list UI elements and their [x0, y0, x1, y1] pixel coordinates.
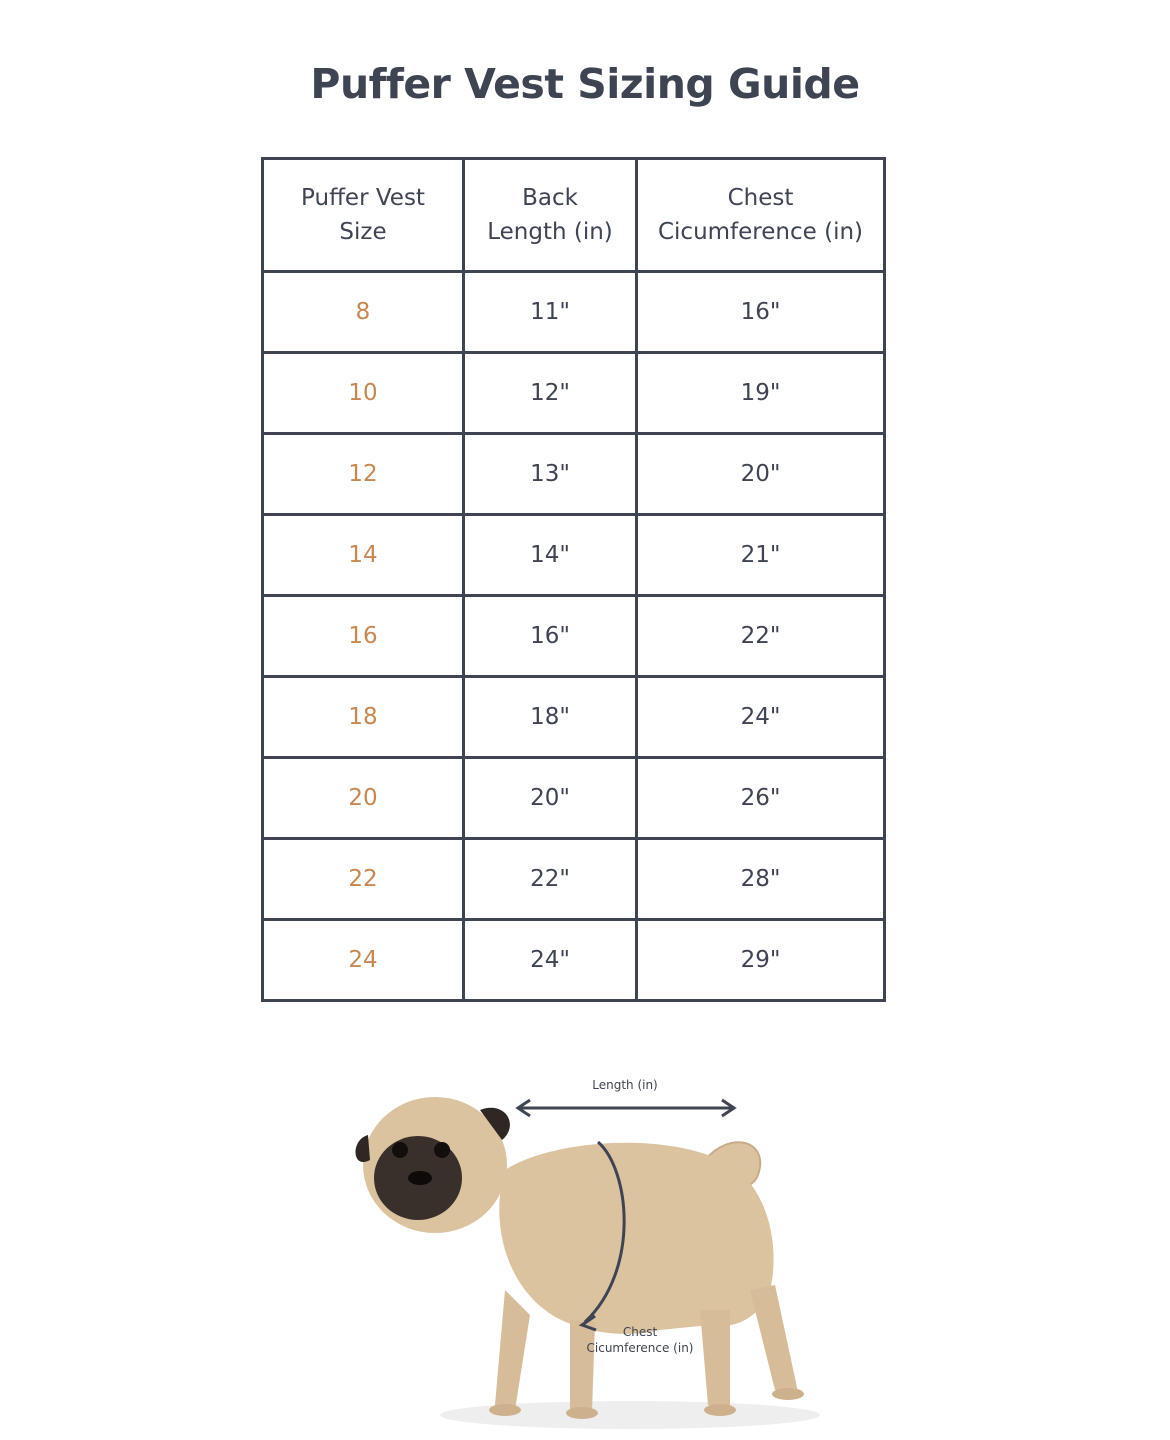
back-length-cell: 18" [464, 677, 637, 758]
size-cell: 8 [263, 272, 464, 353]
back-length-cell: 13" [464, 434, 637, 515]
chest-cell: 29" [637, 920, 885, 1001]
table-row [263, 272, 885, 353]
back-length-cell: 20" [464, 758, 637, 839]
chest-cell: 16" [637, 272, 885, 353]
header-size-line2: Size [339, 219, 387, 245]
chest-label-line1: Chest [622, 1325, 658, 1339]
chest-cell: 21" [637, 515, 885, 596]
size-cell: 18 [263, 677, 464, 758]
size-cell: 20 [263, 758, 464, 839]
back-length-cell: 11" [464, 272, 637, 353]
chest-cell: 26" [637, 758, 885, 839]
sizing-table [261, 157, 886, 1002]
header-chest-line1: Chest [727, 185, 794, 211]
size-cell: 12 [263, 434, 464, 515]
header-chest-line2: Cicumference (in) [657, 219, 864, 245]
size-cell: 22 [263, 839, 464, 920]
chest-cell: 22" [637, 596, 885, 677]
header-size-line1: Puffer Vest [301, 185, 425, 211]
header-chest [637, 159, 885, 272]
table-row [263, 353, 885, 434]
page-title: Puffer Vest Sizing Guide [310, 60, 860, 108]
back-length-cell: 24" [464, 920, 637, 1001]
chest-label [570, 1324, 710, 1356]
size-cell: 24 [263, 920, 464, 1001]
table-row [263, 758, 885, 839]
size-cell: 16 [263, 596, 464, 677]
size-cell: 14 [263, 515, 464, 596]
table-row [263, 515, 885, 596]
header-back-line2: Length (in) [487, 219, 613, 245]
back-length-cell: 12" [464, 353, 637, 434]
back-length-cell: 22" [464, 839, 637, 920]
header-back-line1: Back [522, 185, 578, 211]
back-length-cell: 14" [464, 515, 637, 596]
table-row [263, 839, 885, 920]
table-header-row [263, 159, 885, 272]
back-length-cell: 16" [464, 596, 637, 677]
header-size [263, 159, 464, 272]
chest-cell: 20" [637, 434, 885, 515]
table-row [263, 920, 885, 1001]
dog-measurement-diagram [330, 1060, 830, 1440]
length-label: Length (in) [592, 1078, 658, 1092]
chest-cell: 28" [637, 839, 885, 920]
chest-label-line2: Cicumference (in) [586, 1341, 694, 1355]
table-row [263, 434, 885, 515]
header-back-length [464, 159, 637, 272]
table-row [263, 677, 885, 758]
chest-cell: 19" [637, 353, 885, 434]
table-row [263, 596, 885, 677]
pug-illustration [330, 1060, 830, 1440]
chest-cell: 24" [637, 677, 885, 758]
size-cell: 10 [263, 353, 464, 434]
